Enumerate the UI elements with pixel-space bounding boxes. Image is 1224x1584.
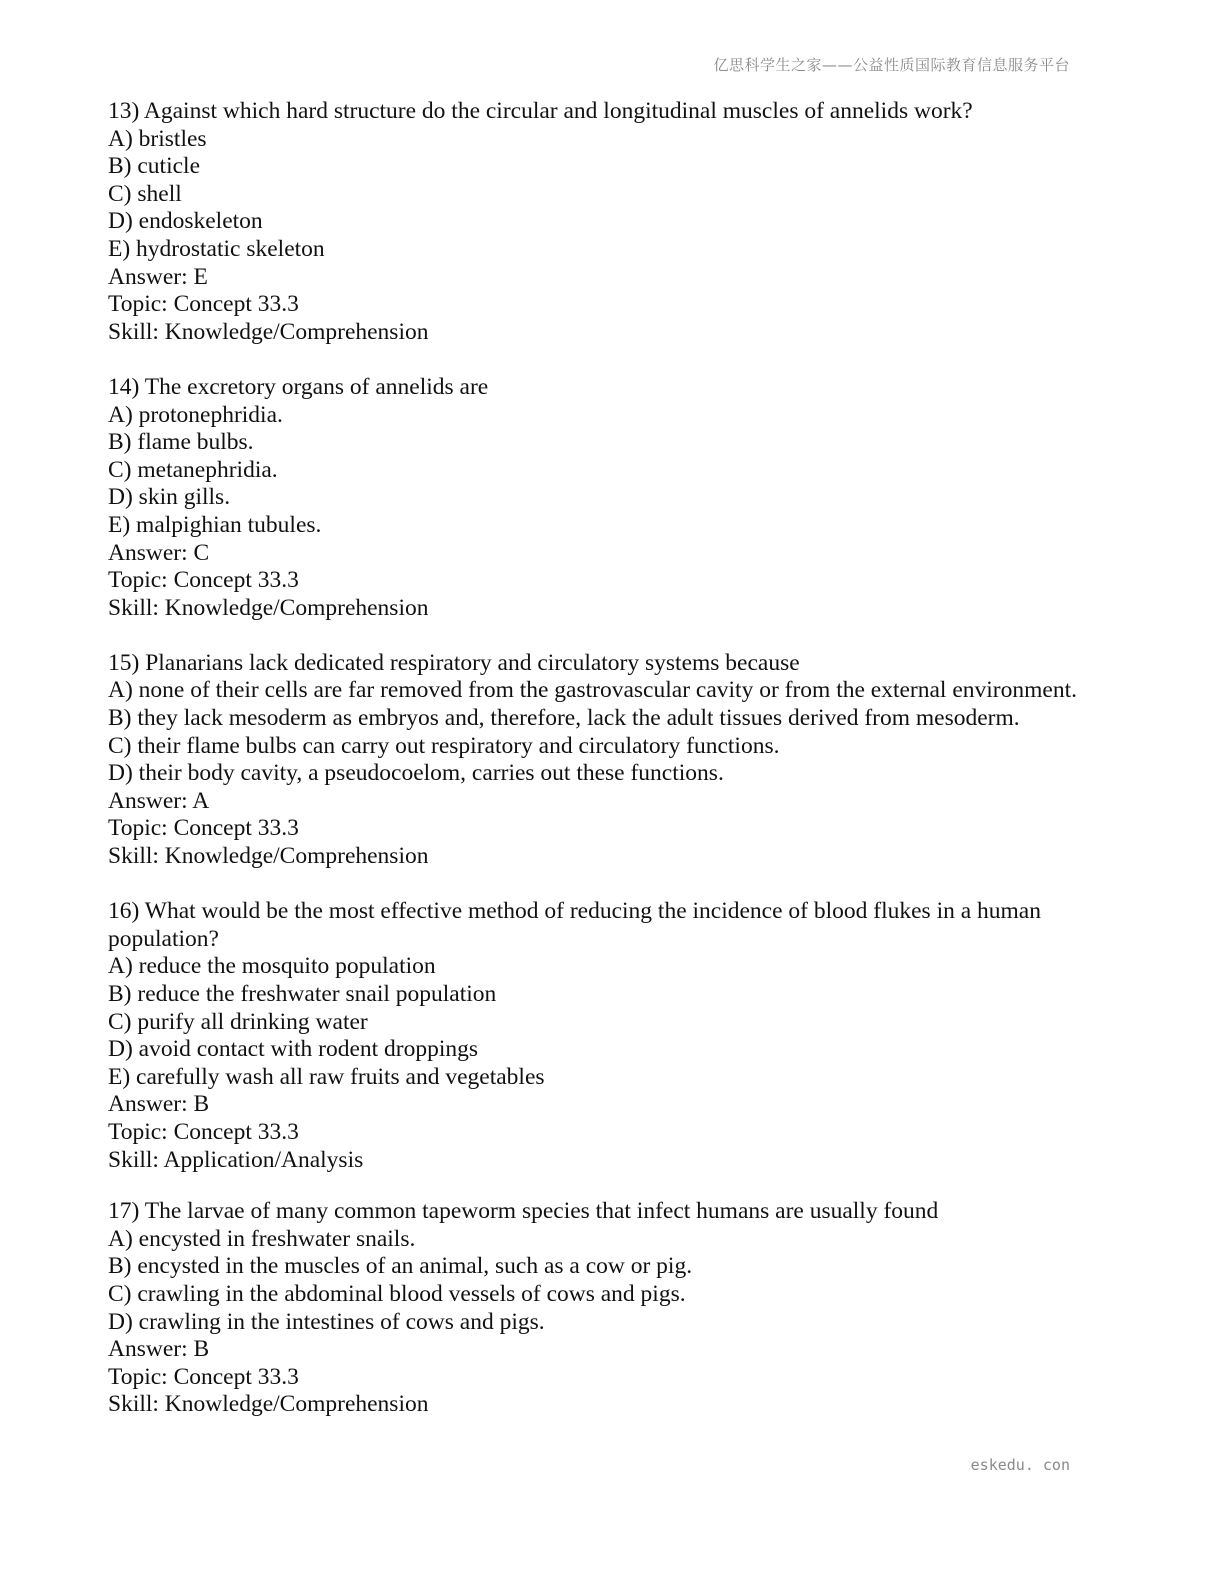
option-c: C) purify all drinking water xyxy=(108,1008,368,1035)
option-a: A) encysted in freshwater snails. xyxy=(108,1225,416,1252)
page-header-watermark: 亿思科学生之家——公益性质国际教育信息服务平台 xyxy=(713,56,1070,74)
answer-line: Answer: C xyxy=(108,539,210,566)
option-e: E) carefully wash all raw fruits and vegetables xyxy=(108,1063,545,1090)
option-a: A) reduce the mosquito population xyxy=(108,953,436,980)
option-c: C) crawling in the abdominal blood vessels of cows and pigs. xyxy=(108,1280,686,1307)
question-15 xyxy=(108,650,1118,871)
question-stem: 13) Against which hard structure do the circular and longitudinal muscles of annelids work? xyxy=(108,98,973,124)
topic-line: Topic: Concept 33.3 xyxy=(108,815,299,842)
topic-line: Topic: Concept 33.3 xyxy=(108,1118,299,1145)
question-13 xyxy=(108,98,1118,346)
question-stem: 17) The larvae of many common tapeworm species that infect humans are usually found xyxy=(108,1198,939,1225)
question-14 xyxy=(108,374,1118,622)
option-b: B) flame bulbs. xyxy=(108,429,254,456)
option-e: E) hydrostatic skeleton xyxy=(108,235,325,262)
option-b: B) reduce the freshwater snail population xyxy=(108,981,497,1007)
option-b: B) encysted in the muscles of an animal, such as a cow or pig. xyxy=(108,1253,693,1280)
option-e: E) malpighian tubules. xyxy=(108,511,322,538)
skill-line: Skill: Knowledge/Comprehension xyxy=(108,318,429,345)
option-d: D) avoid contact with rodent droppings xyxy=(108,1036,479,1063)
option-a: A) none of their cells are far removed from the gastrovascular cavity or from the external environment. xyxy=(108,677,1077,704)
question-list xyxy=(108,98,1118,1447)
question-16 xyxy=(108,898,1118,1174)
option-a: A) protonephridia. xyxy=(108,401,283,428)
option-d: D) their body cavity, a pseudocoelom, carries out these functions. xyxy=(108,760,724,787)
answer-line: Answer: A xyxy=(108,787,210,814)
question-stem: 15) Planarians lack dedicated respiratory and circulatory systems because xyxy=(108,649,800,676)
option-c: C) shell xyxy=(108,180,182,207)
topic-line: Topic: Concept 33.3 xyxy=(108,291,299,318)
skill-line: Skill: Application/Analysis xyxy=(108,1146,364,1173)
option-a: A) bristles xyxy=(108,125,207,152)
answer-line: Answer: B xyxy=(108,1336,210,1363)
question-stem: 14) The excretory organs of annelids are xyxy=(108,373,489,400)
answer-line: Answer: E xyxy=(108,263,208,290)
option-d: D) skin gills. xyxy=(108,484,231,511)
question-stem: 16) What would be the most effective method of reducing the incidence of blood flukes in a human population? xyxy=(108,898,1041,952)
option-c: C) their flame bulbs can carry out respiratory and circulatory functions. xyxy=(108,732,780,759)
topic-line: Topic: Concept 33.3 xyxy=(108,567,299,594)
answer-line: Answer: B xyxy=(108,1091,210,1118)
skill-line: Skill: Knowledge/Comprehension xyxy=(108,843,429,870)
page-footer-watermark: eskedu. con xyxy=(970,1456,1070,1474)
option-d: D) endoskeleton xyxy=(108,208,263,235)
option-b: B) they lack mesoderm as embryos and, therefore, lack the adult tissues derived from mesoderm. xyxy=(108,705,1020,732)
option-c: C) metanephridia. xyxy=(108,456,278,483)
skill-line: Skill: Knowledge/Comprehension xyxy=(108,594,429,621)
topic-line: Topic: Concept 33.3 xyxy=(108,1363,299,1390)
option-d: D) crawling in the intestines of cows and pigs. xyxy=(108,1308,545,1335)
question-17 xyxy=(108,1198,1118,1419)
option-b: B) cuticle xyxy=(108,153,201,180)
skill-line: Skill: Knowledge/Comprehension xyxy=(108,1391,429,1418)
